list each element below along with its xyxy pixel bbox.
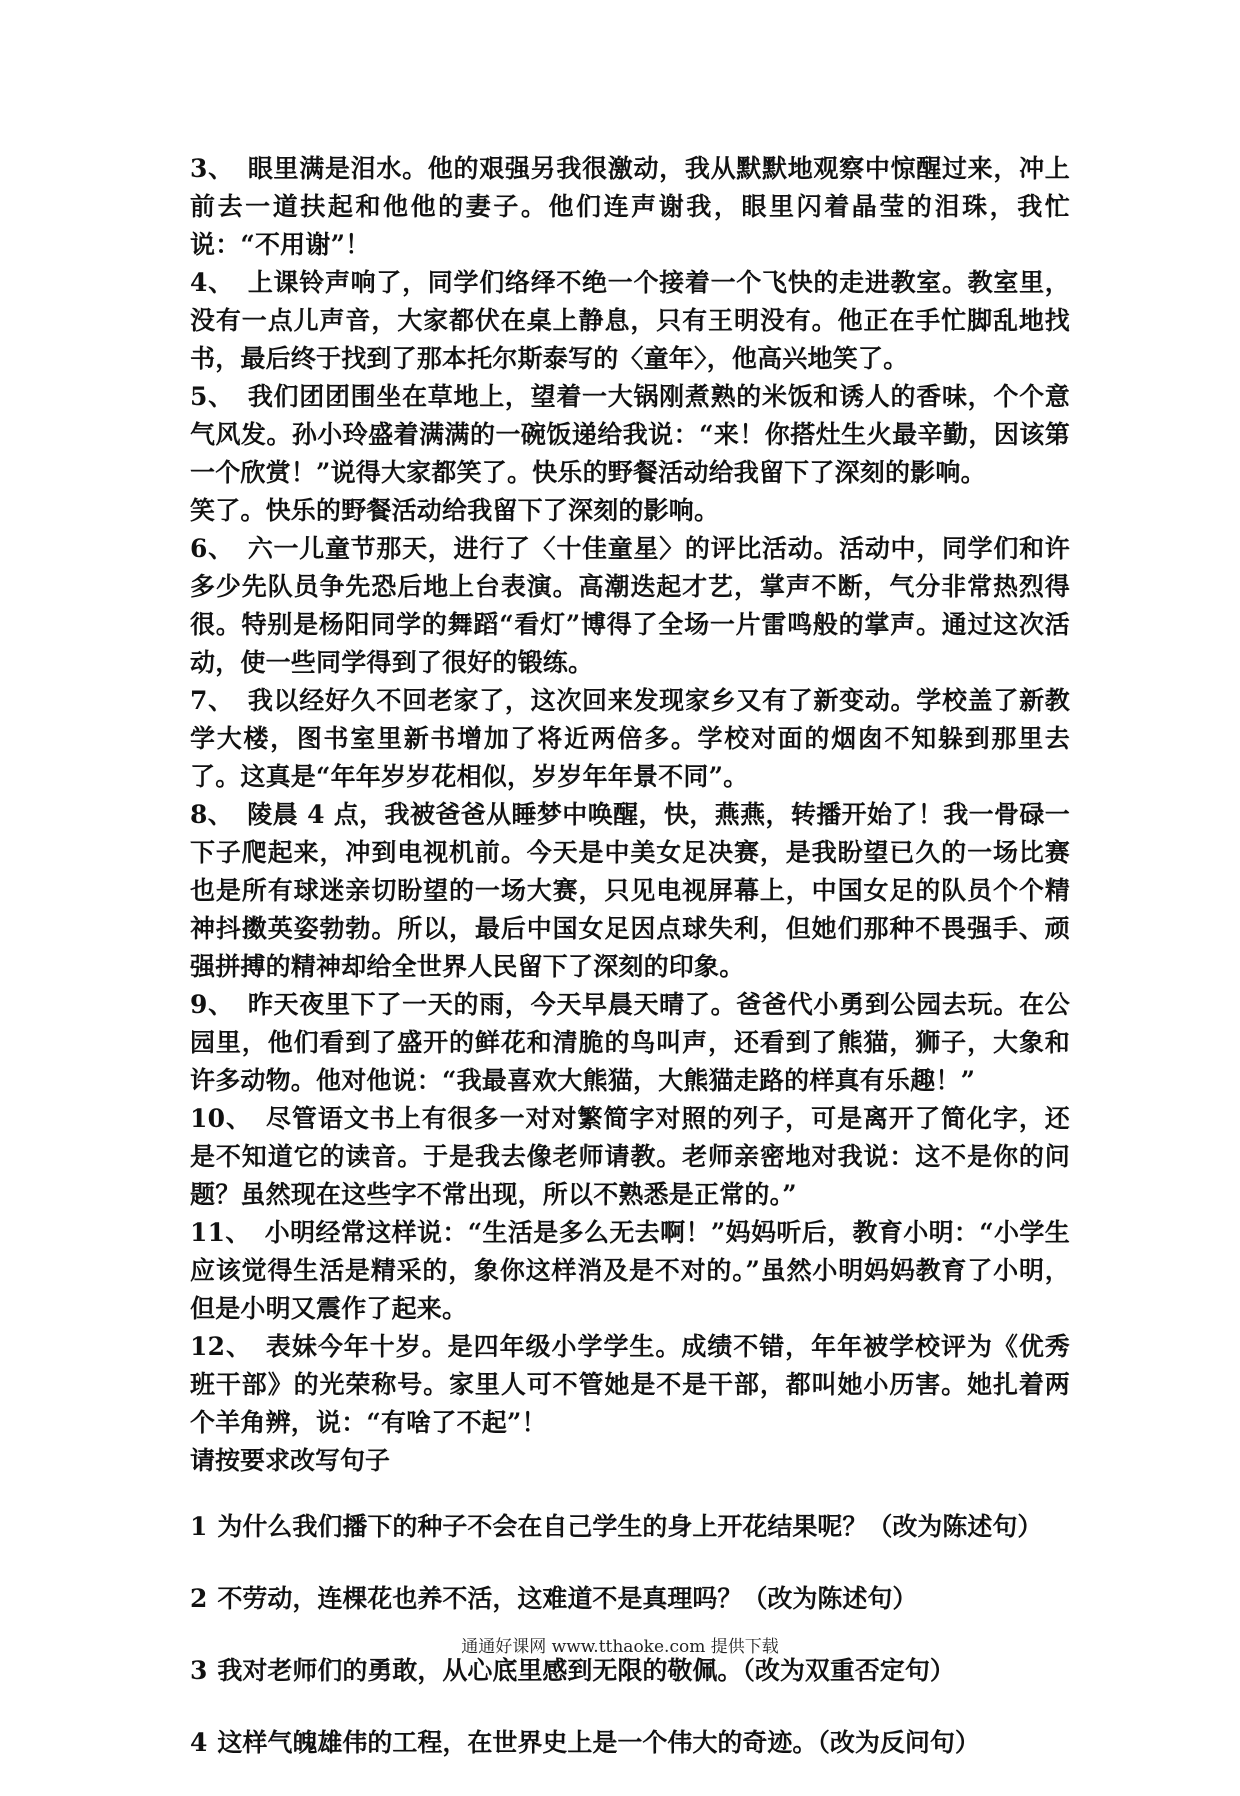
paragraph-text: 表妹今年十岁。是四年级小学学生。成绩不错，年年被学校评为《优秀班干部》的光荣称号。家里人可不管她是不是干部，都叫她小历害。她扎着两个羊角辨，说：“有啥了不起”！ — [190, 1332, 1071, 1437]
paragraph-text: 昨天夜里下了一天的雨，今天早晨天晴了。爸爸代小勇到公园去玩。在公园里，他们看到了盛开的鲜花和清脆的鸟叫声，还看到了熊猫，狮子，大象和许多动物。他对他说：“我最喜欢大熊猫，大熊猫走路的样真有乐趣！” — [190, 990, 1071, 1095]
exercise-item-4 — [190, 1724, 1070, 1762]
paragraph-11 — [190, 1214, 1070, 1328]
paragraph-3 — [190, 150, 1070, 264]
paragraph-7 — [190, 682, 1070, 796]
exercise-item-2 — [190, 1580, 1070, 1618]
paragraph-8 — [190, 796, 1070, 986]
paragraph-12 — [190, 1328, 1070, 1442]
paragraph-text: 陵晨 4 点，我被爸爸从睡梦中唤醒，快，燕燕，转播开始了！我一骨碌一下子爬起来，冲到电视机前。今天是中美女足决赛，是我盼望已久的一场比赛也是所有球迷亲切盼望的一场大赛，只见电视屏幕上，中国女足的队员个个精神抖擞英姿勃勃。所以，最后中国女足因点球失利，但她们那种不畏强手、顽强拼搏的精神却给全世界人民留下了深刻的印象。 — [190, 800, 1070, 981]
paragraph-number: 5、 — [190, 382, 234, 411]
paragraph-text: 我以经好久不回老家了，这次回来发现家乡又有了新变动。学校盖了新教学大楼，图书室里新书增加了将近两倍多。学校对面的烟囱不知躲到那里去了。这真是“年年岁岁花相似，岁岁年年景不同”。 — [190, 686, 1071, 791]
paragraph-number: 9、 — [190, 990, 234, 1019]
exercise-text: 我对老师们的勇敢，从心底里感到无限的敬佩。（改为双重否定句） — [217, 1656, 955, 1685]
paragraph-text: 上课铃声响了，同学们络绎不绝一个接着一个飞快的走进教室。教室里，没有一点儿声音，大家都伏在桌上静息，只有王明没有。他正在手忙脚乱地找书，最后终于找到了那本托尔斯泰写的〈童年〉，他高兴地笑了。 — [190, 268, 1071, 373]
paragraph-text: 六一儿童节那天，进行了〈十佳童星〉的评比活动。活动中，同学们和许多少先队员争先恐后地上台表演。高潮迭起才艺，掌声不断，气分非常热烈得很。特别是杨阳同学的舞蹈“看灯”博得了全场一片雷鸣般的掌声。通过这次活动，使一些同学得到了很好的锻练。 — [190, 534, 1071, 677]
paragraph-5 — [190, 378, 1070, 492]
paragraph-text: 眼里满是泪水。他的艰强另我很激动，我从默默地观察中惊醒过来，冲上前去一道扶起和他他的妻子。他们连声谢我，眼里闪着晶莹的泪珠，我忙说：“不用谢”！ — [190, 154, 1071, 259]
paragraph-4 — [190, 264, 1070, 378]
exercise-number: 1 — [190, 1512, 208, 1541]
paragraph-6 — [190, 530, 1070, 682]
paragraph-list — [190, 150, 1070, 1442]
paragraph-9 — [190, 986, 1070, 1100]
exercise-text: 不劳动，连棵花也养不活，这难道不是真理吗？（改为陈述句） — [217, 1584, 918, 1613]
paragraph-number: 10、 — [190, 1104, 252, 1133]
exercise-text: 为什么我们播下的种子不会在自己学生的身上开花结果呢？（改为陈述句） — [217, 1512, 1043, 1541]
document-body — [190, 150, 1070, 1796]
exercise-number: 3 — [190, 1656, 208, 1685]
exercise-number: 4 — [190, 1728, 208, 1757]
page-footer: 通通好课网 www.tthaoke.com 提供下载 — [461, 1637, 779, 1657]
paragraph-number: 6、 — [190, 534, 234, 563]
paragraph-number: 12、 — [190, 1332, 252, 1361]
paragraph-number: 4、 — [190, 268, 234, 297]
section-title: 请按要求改写句子 — [190, 1446, 391, 1475]
paragraph-number: 3、 — [190, 154, 234, 183]
paragraph-text: 尽管语文书上有很多一对对繁简字对照的列子，可是离开了简化字，还是不知道它的读音。于是我去像老师请教。老师亲密地对我说：这不是你的问题？虽然现在这些字不常出现，所以不熟悉是正常的。” — [190, 1104, 1071, 1209]
paragraph-number: 7、 — [190, 686, 234, 715]
paragraph-text: 小明经常这样说：“生活是多么无去啊！”妈妈听后，教育小明：“小学生应该觉得生活是精采的，象你这样消及是不对的。”虽然小明妈妈教育了小明，但是小明又震作了起来。 — [190, 1218, 1071, 1323]
exercise-item-3 — [190, 1652, 1070, 1690]
paragraph-5-repeat — [190, 492, 1070, 530]
exercise-text: 这样气魄雄伟的工程，在世界史上是一个伟大的奇迹。（改为反问句） — [217, 1728, 980, 1757]
paragraph-number: 11、 — [190, 1218, 251, 1247]
paragraph-text: 笑了。快乐的野餐活动给我留下了深刻的影响。 — [190, 496, 720, 525]
exercise-number: 2 — [190, 1584, 208, 1613]
paragraph-number: 8、 — [190, 800, 234, 829]
paragraph-10 — [190, 1100, 1070, 1214]
paragraph-text: 我们团团围坐在草地上，望着一大锅刚煮熟的米饭和诱人的香味，个个意气风发。孙小玲盛着满满的一碗饭递给我说：“来！你搭灶生火最辛勤，因该第一个欣赏！”说得大家都笑了。快乐的野餐活动给我留下了深刻的影响。 — [190, 382, 1071, 487]
exercise-item-1 — [190, 1508, 1070, 1546]
